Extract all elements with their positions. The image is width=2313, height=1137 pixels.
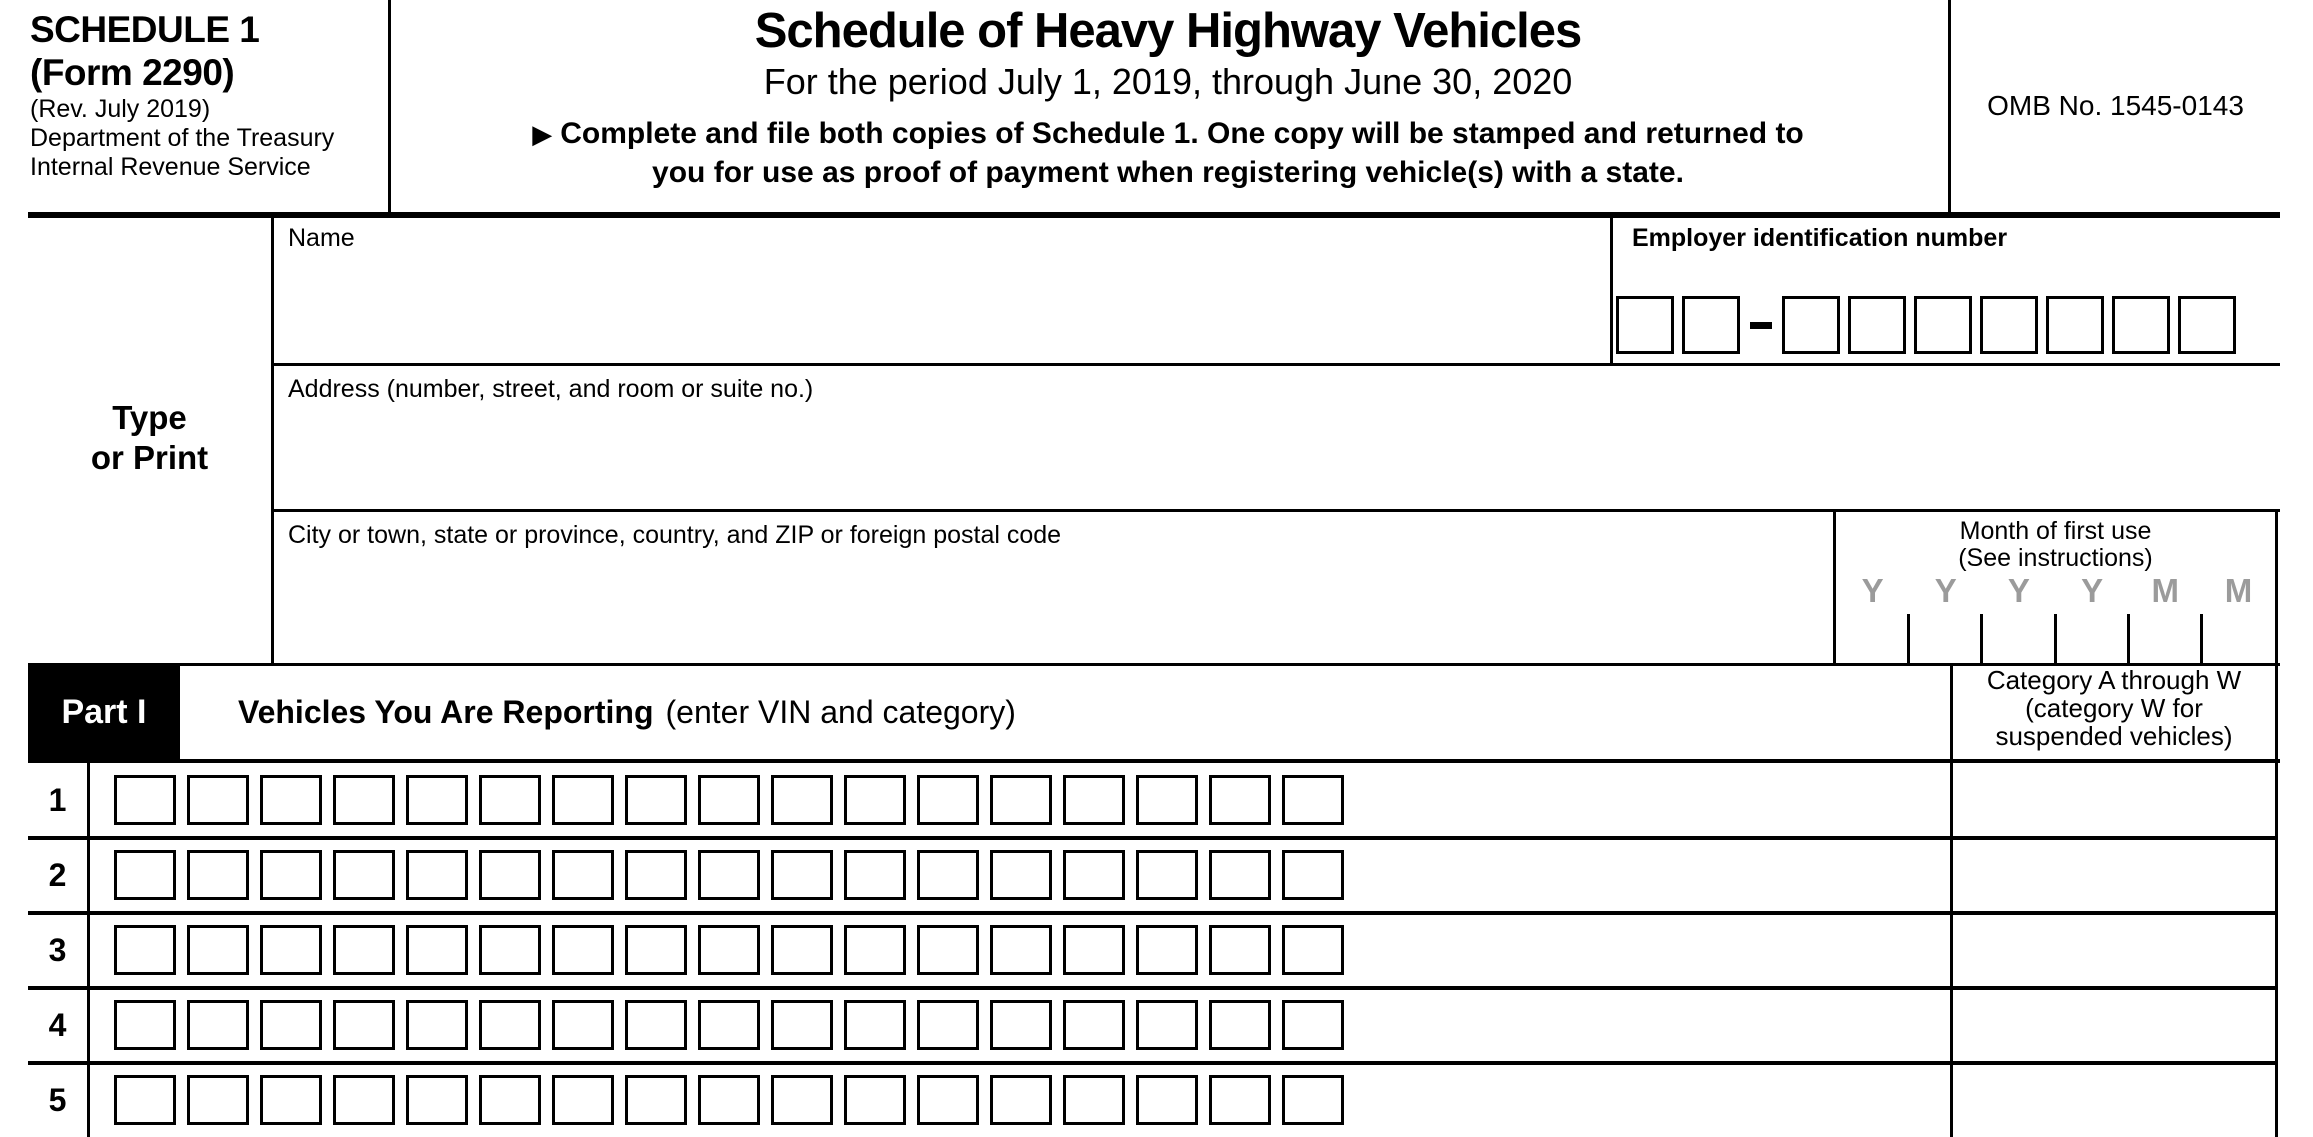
part1-heading	[238, 663, 1016, 761]
part1-badge: Part I	[28, 663, 180, 761]
filing-instructions	[391, 115, 1945, 191]
vin-box-group	[114, 1075, 1344, 1125]
vin-char-box[interactable]	[333, 1075, 395, 1125]
row-number-divider	[87, 759, 90, 1137]
vin-row	[0, 1063, 2313, 1137]
vin-char-box[interactable]	[844, 1075, 906, 1125]
vin-char-box[interactable]	[1282, 925, 1344, 975]
month-digit-slot[interactable]: M	[2129, 570, 2202, 664]
vin-char-box[interactable]	[406, 1075, 468, 1125]
vin-char-box[interactable]	[771, 1075, 833, 1125]
month-label-line2: (See instructions)	[1958, 544, 2153, 572]
vin-char-box[interactable]	[771, 1000, 833, 1050]
vin-char-box[interactable]	[260, 850, 322, 900]
vin-char-box[interactable]	[114, 1000, 176, 1050]
vin-row	[0, 763, 2313, 838]
vin-char-box[interactable]	[698, 775, 760, 825]
row-number: 1	[48, 782, 67, 818]
vin-char-box[interactable]	[698, 1000, 760, 1050]
vin-char-box[interactable]	[625, 775, 687, 825]
row-rule	[28, 836, 2278, 840]
vin-char-box[interactable]	[552, 1075, 614, 1125]
vin-char-box[interactable]	[114, 850, 176, 900]
name-ein-divider	[1610, 218, 1613, 366]
name-label: Name	[288, 224, 355, 252]
ein-digit-box[interactable]	[1616, 296, 1674, 354]
ein-digit-box[interactable]	[1980, 296, 2038, 354]
vin-char-box[interactable]	[1282, 775, 1344, 825]
vin-char-box[interactable]	[552, 775, 614, 825]
vin-char-box[interactable]	[479, 775, 541, 825]
vin-char-box[interactable]	[990, 850, 1052, 900]
vin-char-box[interactable]	[625, 1000, 687, 1050]
row-number: 4	[48, 1007, 67, 1043]
treasury-label: Department of the Treasury	[30, 123, 335, 152]
ein-digit-box[interactable]	[1782, 296, 1840, 354]
month-digit-slot[interactable]: Y	[1836, 570, 1909, 664]
part1-note: (enter VIN and category)	[665, 693, 1016, 730]
ein-boxes	[1616, 296, 2236, 354]
vin-char-box[interactable]	[479, 850, 541, 900]
page-title: Schedule of Heavy Highway Vehicles	[754, 4, 1582, 58]
form-id-block	[30, 8, 380, 182]
month-digit-slot[interactable]: Y	[2056, 570, 2129, 664]
vin-char-box[interactable]	[187, 775, 249, 825]
vin-char-box[interactable]	[698, 1075, 760, 1125]
category-column-header: Category A through W (category W for suspended vehicles)	[1986, 665, 2242, 751]
ein-digit-box[interactable]	[1914, 296, 1972, 354]
row-rule	[28, 986, 2278, 990]
irs-label: Internal Revenue Service	[30, 153, 311, 182]
ein-digit-box[interactable]	[2178, 296, 2236, 354]
vin-char-box[interactable]	[406, 1000, 468, 1050]
vin-char-box[interactable]	[1136, 1000, 1198, 1050]
vin-char-box[interactable]	[260, 775, 322, 825]
vin-char-box[interactable]	[114, 925, 176, 975]
vin-char-box[interactable]	[1209, 850, 1271, 900]
row-number: 2	[48, 857, 67, 893]
vin-char-box[interactable]	[844, 1000, 906, 1050]
vin-char-box[interactable]	[990, 1000, 1052, 1050]
row-rule	[28, 911, 2278, 915]
vin-char-box[interactable]	[844, 925, 906, 975]
vin-box-group	[114, 1000, 1344, 1050]
vin-char-box[interactable]	[1136, 925, 1198, 975]
vin-char-box[interactable]	[990, 775, 1052, 825]
city-label: City or town, state or province, country, and ZIP or foreign postal code	[288, 521, 1062, 549]
row-number: 5	[48, 1082, 67, 1118]
vin-char-box[interactable]	[333, 850, 395, 900]
ein-digit-box[interactable]	[2112, 296, 2170, 354]
omb-number: OMB No. 1545-0143	[1987, 90, 2244, 121]
vin-char-box[interactable]	[187, 1000, 249, 1050]
vin-char-box[interactable]	[479, 1000, 541, 1050]
form-number-label: (Form 2290)	[30, 52, 235, 94]
vin-row	[0, 988, 2313, 1063]
ein-digit-box[interactable]	[1682, 296, 1740, 354]
vin-char-box[interactable]	[1282, 1075, 1344, 1125]
month-digit-slot[interactable]: M	[2224, 572, 2253, 609]
type-or-print-label: Type or Print	[90, 399, 209, 476]
vin-char-box[interactable]	[1136, 850, 1198, 900]
vin-char-box[interactable]	[625, 850, 687, 900]
vin-char-box[interactable]	[917, 1075, 979, 1125]
month-digit-slot[interactable]: Y	[1982, 570, 2055, 664]
vin-box-group	[114, 775, 1344, 825]
vin-char-box[interactable]	[844, 850, 906, 900]
ein-dash	[1750, 322, 1772, 329]
vin-char-box[interactable]	[260, 925, 322, 975]
right-arrow-icon: ▶	[532, 119, 553, 150]
vin-char-box[interactable]	[187, 1075, 249, 1125]
vin-char-box[interactable]	[1063, 1075, 1125, 1125]
vin-char-box[interactable]	[1209, 775, 1271, 825]
address-label: Address (number, street, and room or suite no.)	[288, 375, 814, 403]
vin-char-box[interactable]	[625, 1075, 687, 1125]
vin-char-box[interactable]	[698, 850, 760, 900]
vin-char-box[interactable]	[1209, 1000, 1271, 1050]
vin-char-box[interactable]	[1136, 775, 1198, 825]
vin-char-box[interactable]	[333, 1000, 395, 1050]
vin-char-box[interactable]	[917, 1000, 979, 1050]
form-title-block	[391, 0, 1945, 192]
name-field[interactable]	[274, 218, 1610, 363]
vin-row	[0, 838, 2313, 913]
vin-char-box[interactable]	[552, 1000, 614, 1050]
vin-char-box[interactable]	[917, 850, 979, 900]
vin-char-box[interactable]	[260, 1075, 322, 1125]
vin-char-box[interactable]	[1282, 850, 1344, 900]
vin-char-box[interactable]	[698, 925, 760, 975]
vin-char-box[interactable]	[1136, 1075, 1198, 1125]
vin-char-box[interactable]	[771, 850, 833, 900]
ein-digit-box[interactable]	[1848, 296, 1906, 354]
vin-char-box[interactable]	[917, 925, 979, 975]
vin-char-box[interactable]	[990, 925, 1052, 975]
schedule-label: SCHEDULE 1	[30, 9, 260, 50]
month-of-first-use-box[interactable]	[1836, 512, 2275, 664]
vin-char-box[interactable]	[771, 775, 833, 825]
vin-char-box[interactable]	[1063, 775, 1125, 825]
month-digit-slot[interactable]: Y	[1909, 570, 1982, 664]
instruction-line-1: Complete and file both copies of Schedule 1. One copy will be stamped and returned to	[560, 117, 1804, 151]
month-digit-row	[1836, 570, 2275, 664]
vin-char-box[interactable]	[552, 925, 614, 975]
month-label-line1: Month of first use	[1959, 517, 2152, 545]
vin-char-box[interactable]	[552, 850, 614, 900]
row-rule	[28, 1061, 2278, 1065]
vin-char-box[interactable]	[917, 775, 979, 825]
vin-box-group	[114, 925, 1344, 975]
ein-label: Employer identification number	[1632, 224, 2008, 252]
vin-char-box[interactable]	[479, 925, 541, 975]
vin-char-box[interactable]	[1282, 1000, 1344, 1050]
vin-char-box[interactable]	[333, 925, 395, 975]
vin-char-box[interactable]	[1209, 925, 1271, 975]
vin-char-box[interactable]	[406, 925, 468, 975]
vin-char-box[interactable]	[1063, 925, 1125, 975]
revision-label: (Rev. July 2019)	[30, 94, 211, 123]
vin-char-box[interactable]	[844, 775, 906, 825]
vin-char-box[interactable]	[1063, 1000, 1125, 1050]
vin-char-box[interactable]	[260, 1000, 322, 1050]
vin-char-box[interactable]	[187, 925, 249, 975]
vin-char-box[interactable]	[771, 925, 833, 975]
vin-box-group	[114, 850, 1344, 900]
vin-char-box[interactable]	[1209, 1075, 1271, 1125]
vin-char-box[interactable]	[625, 925, 687, 975]
ein-digit-box[interactable]	[2046, 296, 2104, 354]
instruction-line-2: you for use as proof of payment when registering vehicle(s) with a state.	[652, 155, 1684, 189]
part1-title: Vehicles You Are Reporting	[238, 693, 654, 730]
vin-char-box[interactable]	[990, 1075, 1052, 1125]
vin-char-box[interactable]	[114, 775, 176, 825]
vin-char-box[interactable]	[1063, 850, 1125, 900]
vin-char-box[interactable]	[406, 850, 468, 900]
period-subtitle: For the period July 1, 2019, through June 30, 2020	[763, 60, 1573, 102]
vin-row	[0, 913, 2313, 988]
vin-char-box[interactable]	[406, 775, 468, 825]
vin-char-box[interactable]	[333, 775, 395, 825]
vin-char-box[interactable]	[114, 1075, 176, 1125]
row-number: 3	[48, 932, 67, 968]
vin-char-box[interactable]	[187, 850, 249, 900]
vin-char-box[interactable]	[479, 1075, 541, 1125]
